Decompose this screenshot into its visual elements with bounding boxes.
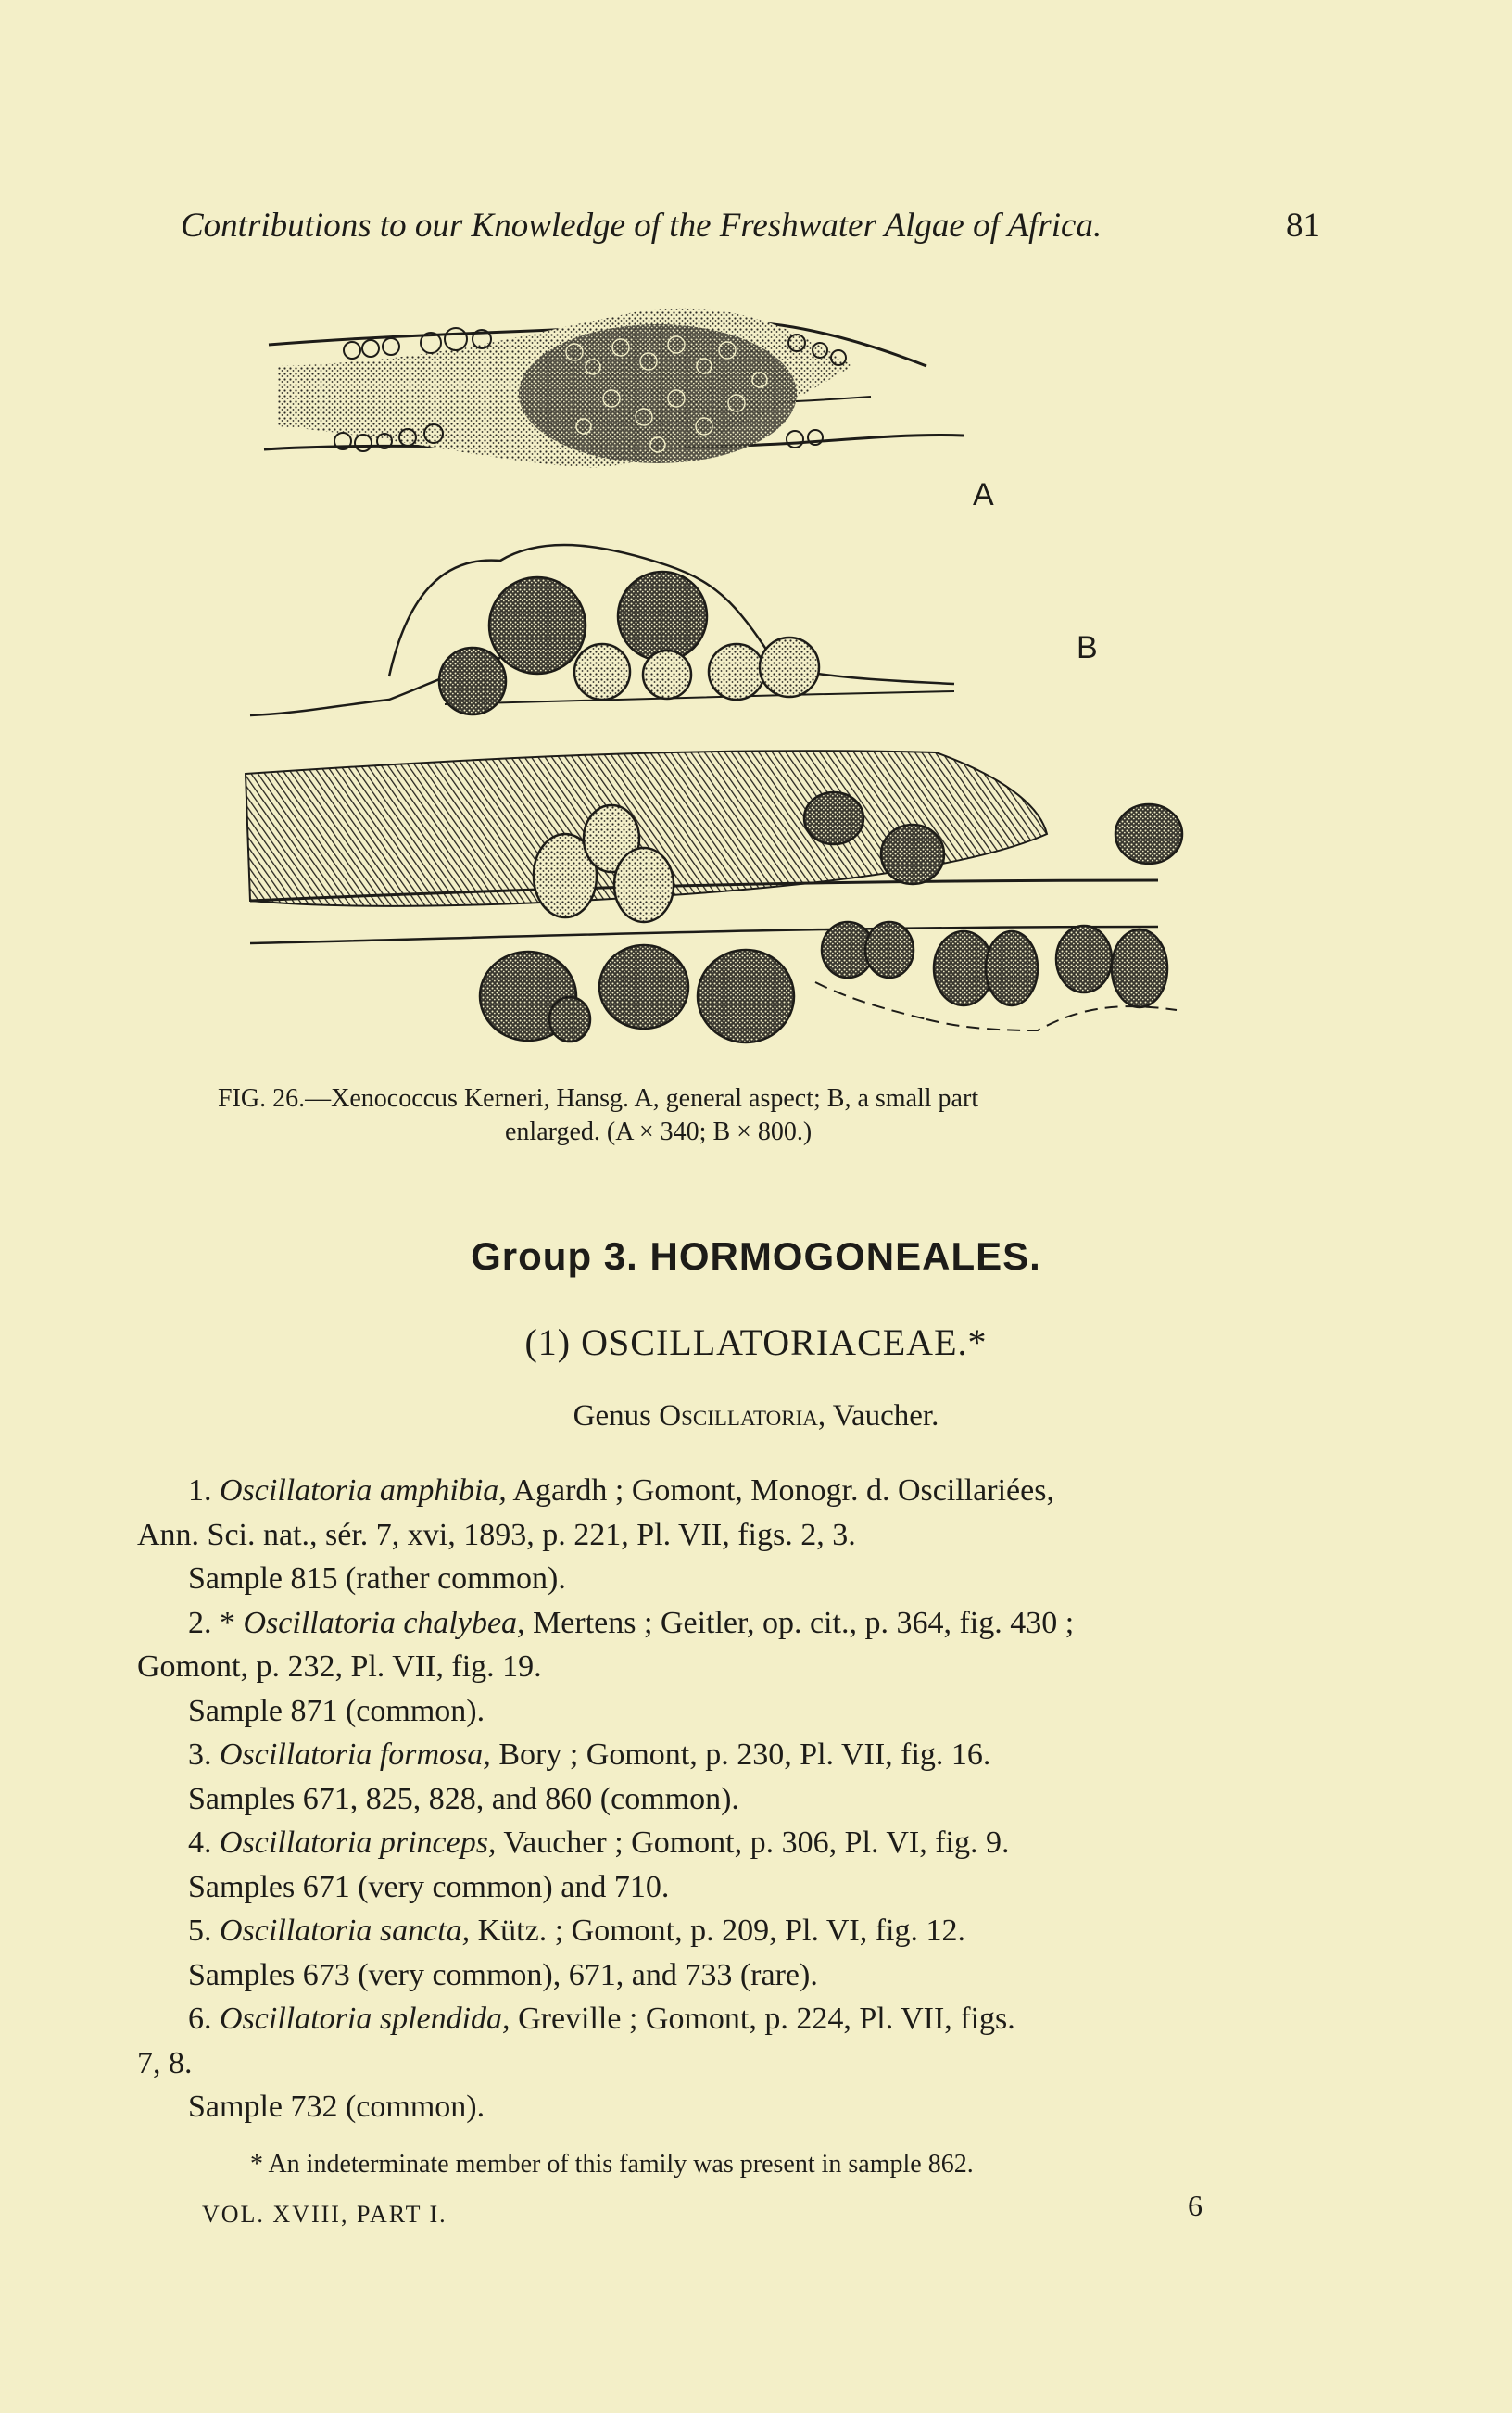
entry-number: 5. (188, 1914, 212, 1948)
species-reference: Kütz. ; Gomont, p. 209, Pl. VI, fig. 12. (470, 1914, 965, 1948)
species-reference: Vaucher ; Gomont, p. 306, Pl. VI, fig. 9. (496, 1826, 1010, 1860)
genus-name: Oscillatoria (659, 1399, 818, 1433)
entry-5-sample: Samples 673 (very common), 671, and 733 (rare). (188, 1957, 818, 1992)
caption-line-1: FIG. 26.—Xenococcus Kerneri, Hansg. A, general aspect; B, a small part (218, 1084, 979, 1113)
running-title: Contributions to our Knowledge of the Freshwater Algae of Africa. (181, 207, 1102, 245)
entry-number: 1. (188, 1473, 212, 1508)
figure-illustration (222, 278, 1223, 1075)
species-name: Oscillatoria formosa, (220, 1737, 491, 1772)
group-heading: Group 3. HORMOGONEALES. (471, 1234, 1041, 1278)
entry-3-sample: Samples 671, 825, 828, and 860 (common). (188, 1781, 739, 1816)
footnote: * An indeterminate member of this family was present in sample 862. (250, 2150, 974, 2179)
entry-number: 6. (188, 2002, 212, 2036)
volume-signature: VOL. XVIII, PART I. (202, 2201, 447, 2228)
species-name: Oscillatoria princeps, (220, 1826, 497, 1860)
entry-1-continued: Ann. Sci. nat., sér. 7, xvi, 1893, p. 221, Pl. VII, figs. 2, 3. (137, 1517, 856, 1552)
entry-4 (137, 1821, 1323, 1865)
figure-label-b: B (1077, 630, 1098, 665)
entry-6-sample: Sample 732 (common). (188, 2090, 485, 2124)
entry-6-continued: 7, 8. (137, 2045, 193, 2080)
species-name: Oscillatoria chalybea, (243, 1605, 525, 1640)
entry-3 (137, 1733, 1323, 1777)
figure-26 (222, 278, 1223, 1075)
entry-number: 3. (188, 1737, 212, 1772)
genus-author: , Vaucher. (817, 1399, 939, 1433)
species-name: Oscillatoria sancta, (220, 1914, 471, 1948)
entry-1-sample: Sample 815 (rather common). (188, 1561, 566, 1596)
entry-5 (137, 1909, 1323, 1953)
family-heading: (1) OSCILLATORIACEAE.* (524, 1321, 988, 1363)
page-number: 81 (1286, 207, 1320, 245)
sheet-number: 6 (1188, 2189, 1203, 2222)
species-name: Oscillatoria amphibia, (220, 1473, 507, 1508)
figure-caption (218, 1082, 1255, 1149)
figure-part-a (264, 308, 994, 512)
species-reference: Mertens ; Geitler, op. cit., p. 364, fig. 430 ; (524, 1605, 1075, 1640)
entry-2-continued: Gomont, p. 232, Pl. VII, fig. 19. (137, 1649, 542, 1684)
figure-label-a: A (973, 477, 994, 512)
figure-part-b-lower (246, 751, 1182, 1042)
species-name: Oscillatoria splendida, (220, 2002, 510, 2036)
running-head (181, 206, 1320, 246)
genus-prefix: Genus (573, 1399, 660, 1433)
species-reference: Agardh ; Gomont, Monogr. d. Oscillariées, (506, 1473, 1054, 1508)
entry-number: 2. * (188, 1605, 235, 1640)
entry-1 (137, 1469, 1323, 1513)
figure-part-b-upper (250, 545, 1098, 715)
entry-2 (137, 1601, 1323, 1646)
species-list (137, 1469, 1323, 2129)
caption-line-2: enlarged. (A × 340; B × 800.) (505, 1118, 813, 1146)
entry-4-sample: Samples 671 (very common) and 710. (188, 1869, 670, 1904)
genus-heading (0, 1399, 1512, 1434)
entry-2-sample: Sample 871 (common). (188, 1693, 485, 1728)
entry-6 (137, 1997, 1323, 2041)
species-reference: Greville ; Gomont, p. 224, Pl. VII, figs. (510, 2002, 1015, 2036)
species-reference: Bory ; Gomont, p. 230, Pl. VII, fig. 16. (490, 1737, 991, 1772)
entry-number: 4. (188, 1826, 212, 1860)
